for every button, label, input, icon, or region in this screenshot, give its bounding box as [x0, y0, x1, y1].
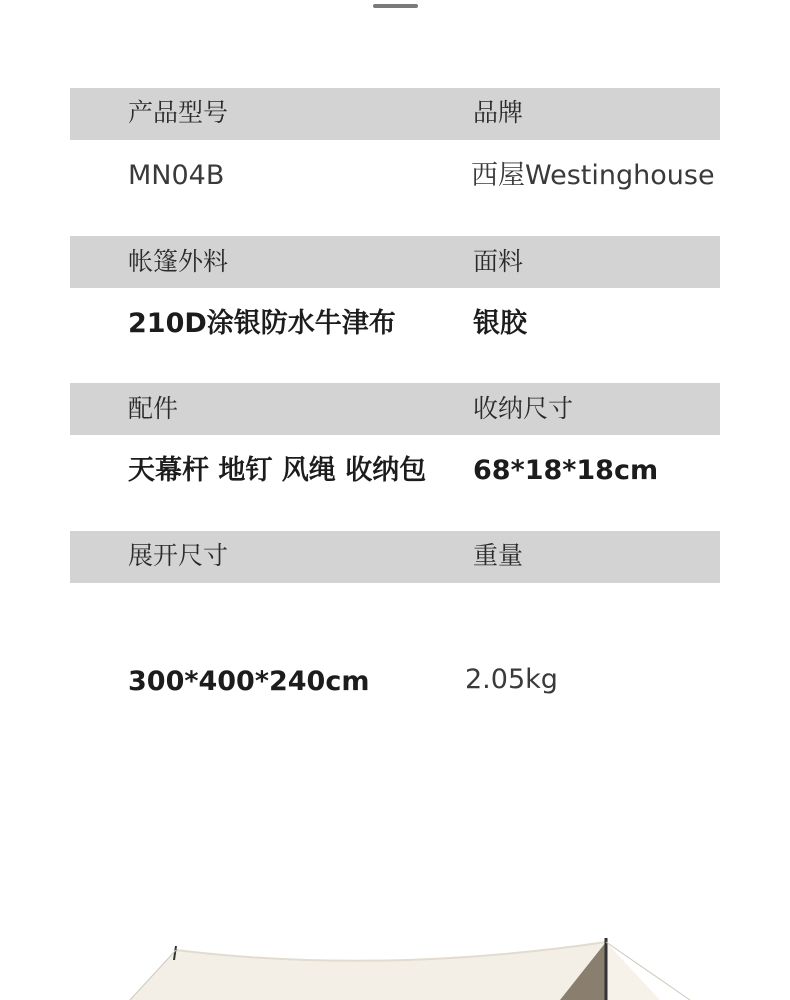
- spec-label-outer-material: 帐篷外料: [128, 247, 229, 276]
- spec-label-brand: 品牌: [473, 98, 524, 127]
- spec-value-fabric: 银胶: [473, 308, 527, 339]
- spec-value-open-size: 300*400*240cm: [128, 666, 370, 697]
- spec-label-open-size: 展开尺寸: [128, 541, 229, 570]
- spec-value-weight: 2.05kg: [465, 664, 558, 695]
- tent-product-image: [0, 900, 790, 1000]
- spec-value-outer-material: 210D涂银防水牛津布: [128, 308, 396, 339]
- spec-value-accessories: 天幕杆 地钉 风绳 收纳包: [128, 455, 427, 486]
- spec-label-accessories: 配件: [128, 394, 179, 423]
- spec-label-model: 产品型号: [128, 98, 229, 127]
- spec-label-fabric: 面料: [473, 247, 524, 276]
- spec-label-packed-size: 收纳尺寸: [473, 394, 574, 423]
- spec-label-weight: 重量: [473, 541, 524, 570]
- tent-front-panel: [606, 942, 660, 1000]
- drag-handle[interactable]: [373, 4, 418, 8]
- spec-value-packed-size: 68*18*18cm: [473, 455, 659, 486]
- spec-value-model: MN04B: [128, 160, 225, 191]
- spec-value-brand: 西屋Westinghouse: [471, 160, 715, 191]
